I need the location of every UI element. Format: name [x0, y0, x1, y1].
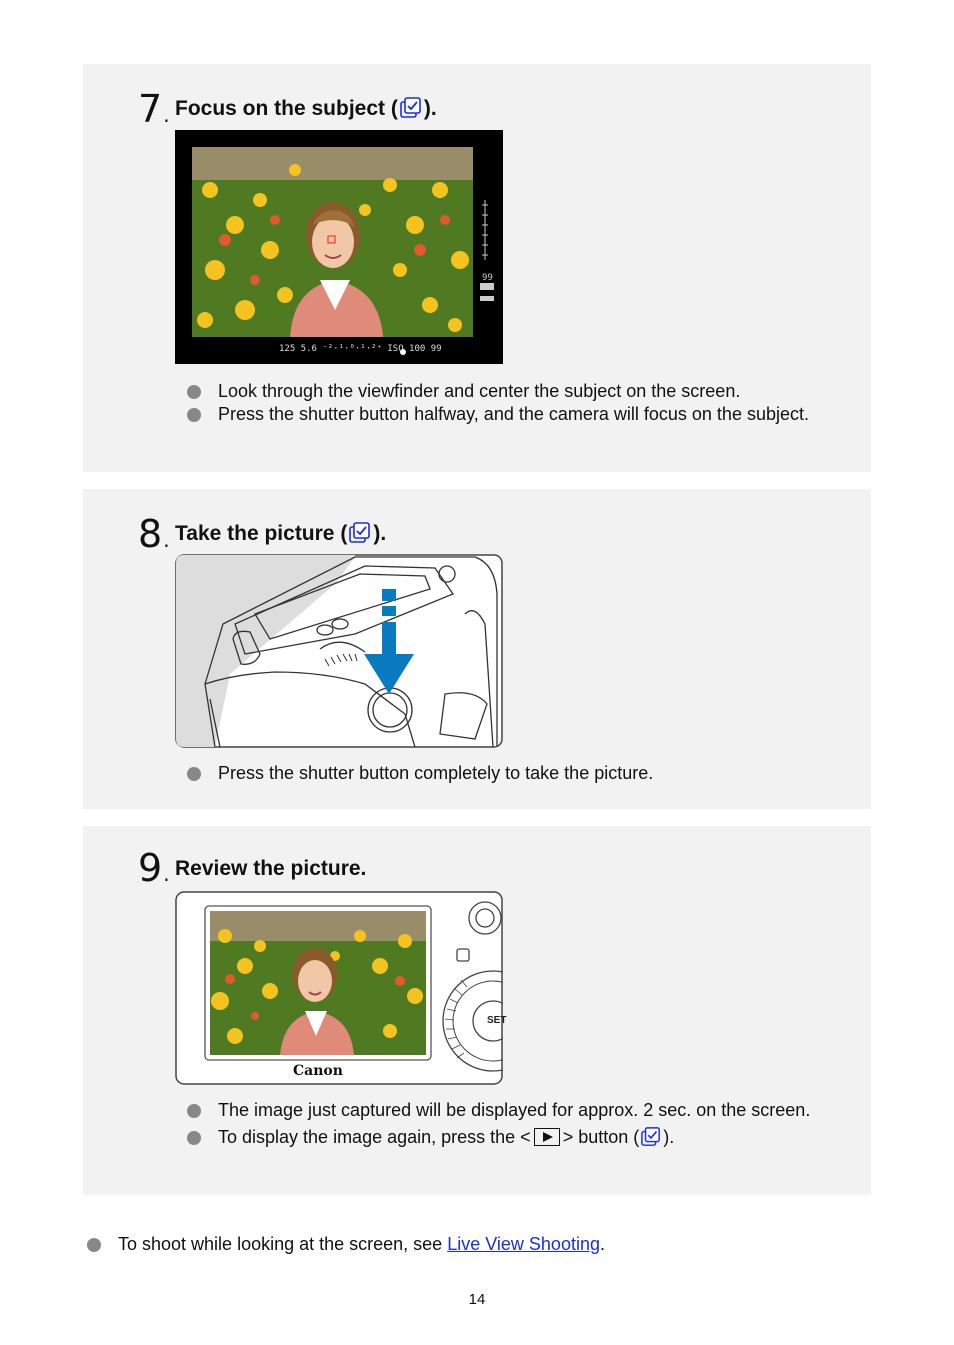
list-item: To display the image again, press the < > button ( ).: [175, 1126, 815, 1153]
step-number: 8.: [138, 512, 170, 556]
viewfinder-readout: 125 5.6 ⁻²·¹·⁰·¹·²⁺ ISO 100 99: [279, 344, 442, 354]
step-9-panel: [83, 826, 871, 1195]
shutter-button-illustration: [175, 554, 503, 749]
set-button-label: SET: [487, 1015, 507, 1026]
list-item: Press the shutter button completely to take the picture.: [175, 762, 815, 785]
step-7-bullets: [175, 380, 815, 426]
viewfinder-illustration: [175, 130, 503, 364]
step-number: 7.: [138, 87, 170, 131]
step-title: Focus on the subject ( ).: [175, 97, 437, 125]
step-7-panel: [83, 64, 871, 472]
step-title: Take the picture ( ).: [175, 522, 386, 550]
camera-auto-mode-icon: [641, 1127, 661, 1153]
live-view-note: To shoot while looking at the screen, see Live View Shooting.: [83, 1233, 605, 1256]
list-item: Look through the viewfinder and center the subject on the screen.: [175, 380, 815, 403]
camera-auto-mode-icon: [349, 522, 371, 550]
step-number: 9.: [138, 846, 170, 890]
svg-text:99: 99: [482, 273, 493, 283]
playback-button-icon: [534, 1128, 560, 1146]
live-view-shooting-link[interactable]: Live View Shooting: [447, 1234, 600, 1254]
list-item: The image just captured will be displayed for approx. 2 sec. on the screen.: [175, 1099, 815, 1122]
list-item: Press the shutter button halfway, and the camera will focus on the subject.: [175, 403, 815, 426]
step-title: Review the picture.: [175, 857, 367, 880]
step-9-bullets: [175, 1099, 815, 1153]
page-number: 14: [468, 1291, 486, 1308]
camera-brand-logo: Canon: [293, 1063, 343, 1079]
camera-back-illustration: [175, 891, 507, 1085]
step-8-bullets: [175, 762, 815, 785]
bullet-icon: [87, 1238, 101, 1252]
step-8-panel: [83, 489, 871, 809]
camera-auto-mode-icon: [400, 97, 422, 125]
